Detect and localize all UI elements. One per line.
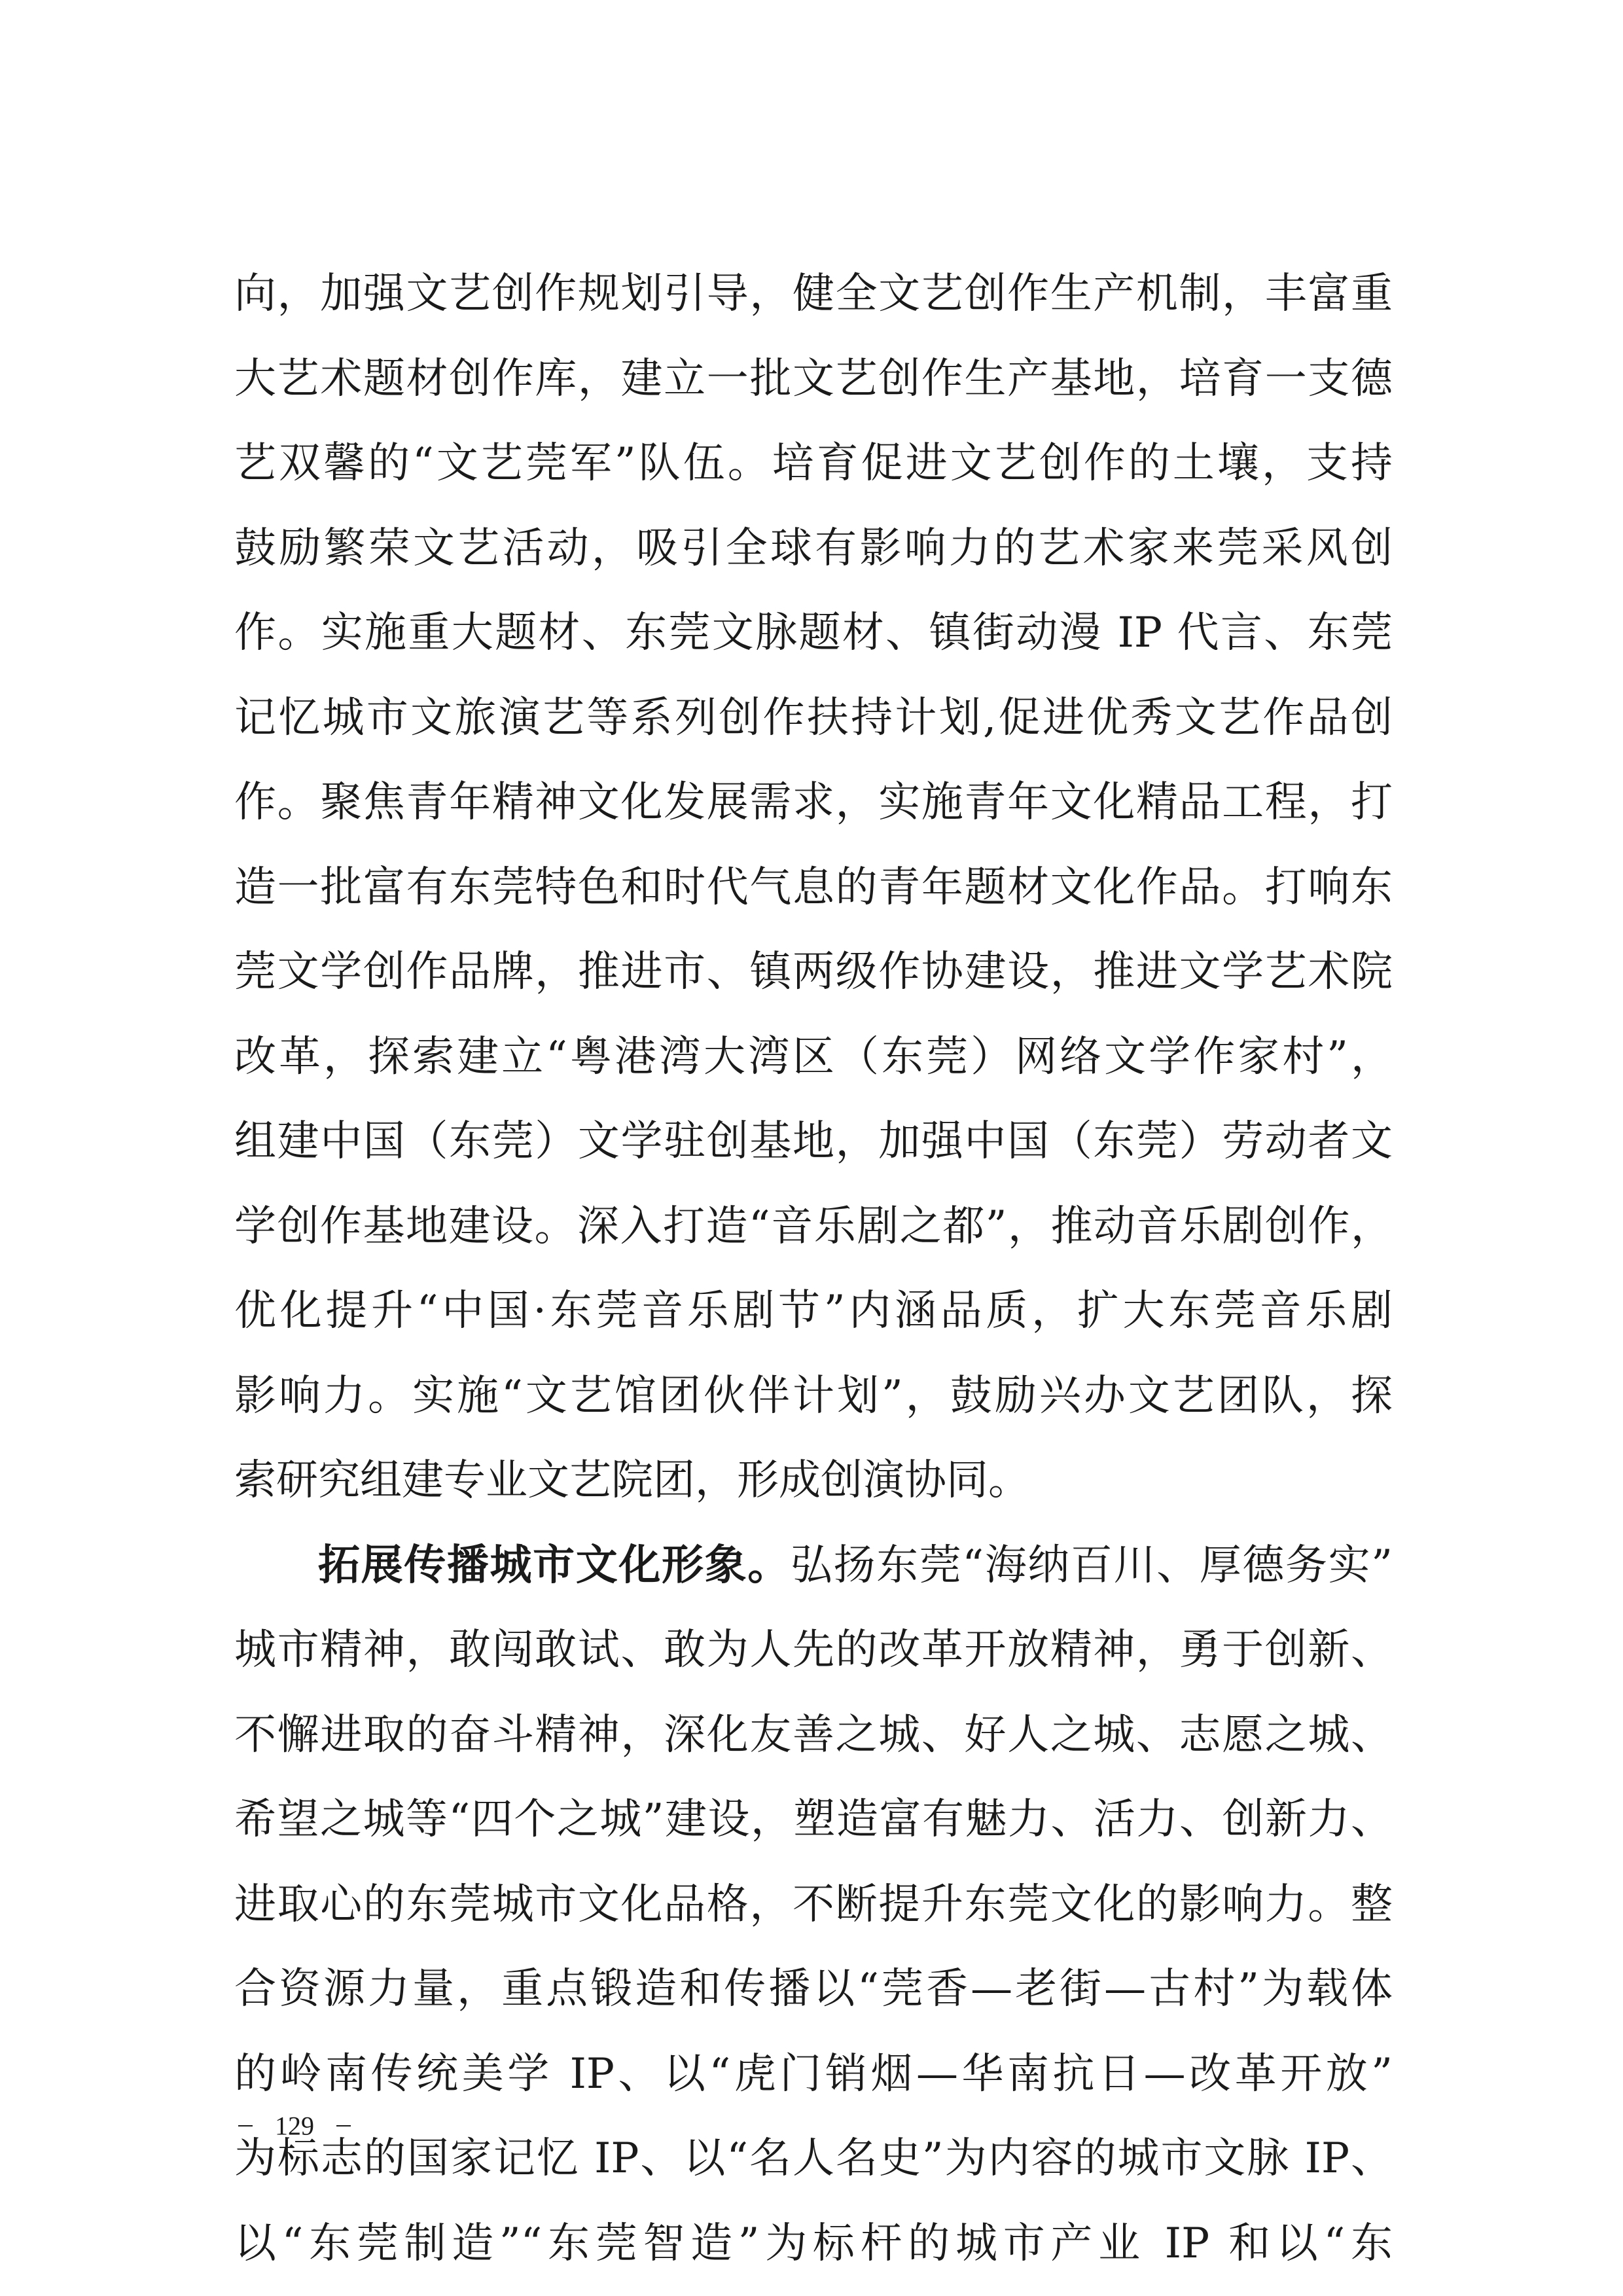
section-lead: 拓展传播城市文化形象。 xyxy=(318,1541,791,1590)
text-line: 的岭南传统美学 IP、以“虎门销烟—华南抗日—改革开放” xyxy=(234,2049,1393,2098)
text-line: 合资源力量，重点锻造和传播以“莞香—老街—古村”为载体 xyxy=(234,1965,1393,2013)
text-line: 记忆城市文旅演艺等系列创作扶持计划,促进优秀文艺作品创 xyxy=(234,693,1393,742)
text-line: 进取心的东莞城市文化品格，不断提升东莞文化的影响力。整 xyxy=(234,1880,1393,1929)
text-line: 城市精神，敢闯敢试、敢为人先的改革开放精神，勇于创新、 xyxy=(234,1626,1393,1674)
text-line: 向，加强文艺创作规划引导，健全文艺创作生产机制，丰富重 xyxy=(234,270,1393,318)
page-footer xyxy=(216,2108,373,2141)
text-line: 影响力。实施“文艺馆团伙伴计划”，鼓励兴办文艺团队，探 xyxy=(234,1371,1393,1420)
text-line: 大艺术题材创作库，建立一批文艺创作生产基地，培育一支德 xyxy=(234,354,1393,403)
text-line: 艺双馨的“文艺莞军”队伍。培育促进文艺创作的土壤，支持 xyxy=(234,439,1393,488)
text-line: 索研究组建专业文艺院团，形成创演协同。 xyxy=(234,1456,1030,1505)
text-line: 学创作基地建设。深入打造“音乐剧之都”，推动音乐剧创作， xyxy=(234,1202,1393,1251)
text-line: 希望之城等“四个之城”建设，塑造富有魅力、活力、创新力、 xyxy=(234,1795,1393,1844)
body-text xyxy=(234,252,1393,2286)
left-dash xyxy=(238,2125,253,2126)
right-dash xyxy=(336,2125,351,2126)
text-line: 改革，探索建立“粤港湾大湾区（东莞）网络文学作家村”， xyxy=(234,1032,1393,1081)
text-run: 弘扬东莞“海纳百川、厚德务实” xyxy=(790,1541,1393,1590)
paragraph xyxy=(234,252,1393,1524)
text-line: 鼓励繁荣文艺活动，吸引全球有影响力的艺术家来莞采风创 xyxy=(234,524,1393,573)
text-line: 优化提升“中国·东莞音乐剧节”内涵品质，扩大东莞音乐剧 xyxy=(234,1287,1393,1335)
paragraph xyxy=(234,1524,1393,2287)
text-line: 为标志的国家记忆 IP、以“名人名史”为内容的城市文脉 IP、 xyxy=(234,2134,1393,2183)
text-line: 以“东莞制造”“东莞智造”为标杆的城市产业 IP 和以“东 xyxy=(234,2219,1393,2268)
text-line: 组建中国（东莞）文学驻创基地，加强中国（东莞）劳动者文 xyxy=(234,1117,1393,1166)
page-number: 129 xyxy=(275,2111,314,2141)
text-line: 不懈进取的奋斗精神，深化友善之城、好人之城、志愿之城、 xyxy=(234,1710,1393,1759)
text-line: 作。聚焦青年精神文化发展需求，实施青年文化精品工程，打 xyxy=(234,778,1393,827)
text-line: 作。实施重大题材、东莞文脉题材、镇街动漫 IP 代言、东莞 xyxy=(234,609,1393,657)
text-line: 造一批富有东莞特色和时代气息的青年题材文化作品。打响东 xyxy=(234,863,1393,912)
text-line: 莞文学创作品牌，推进市、镇两级作协建设，推进文学艺术院 xyxy=(234,948,1393,996)
text-line xyxy=(234,1524,1393,1609)
